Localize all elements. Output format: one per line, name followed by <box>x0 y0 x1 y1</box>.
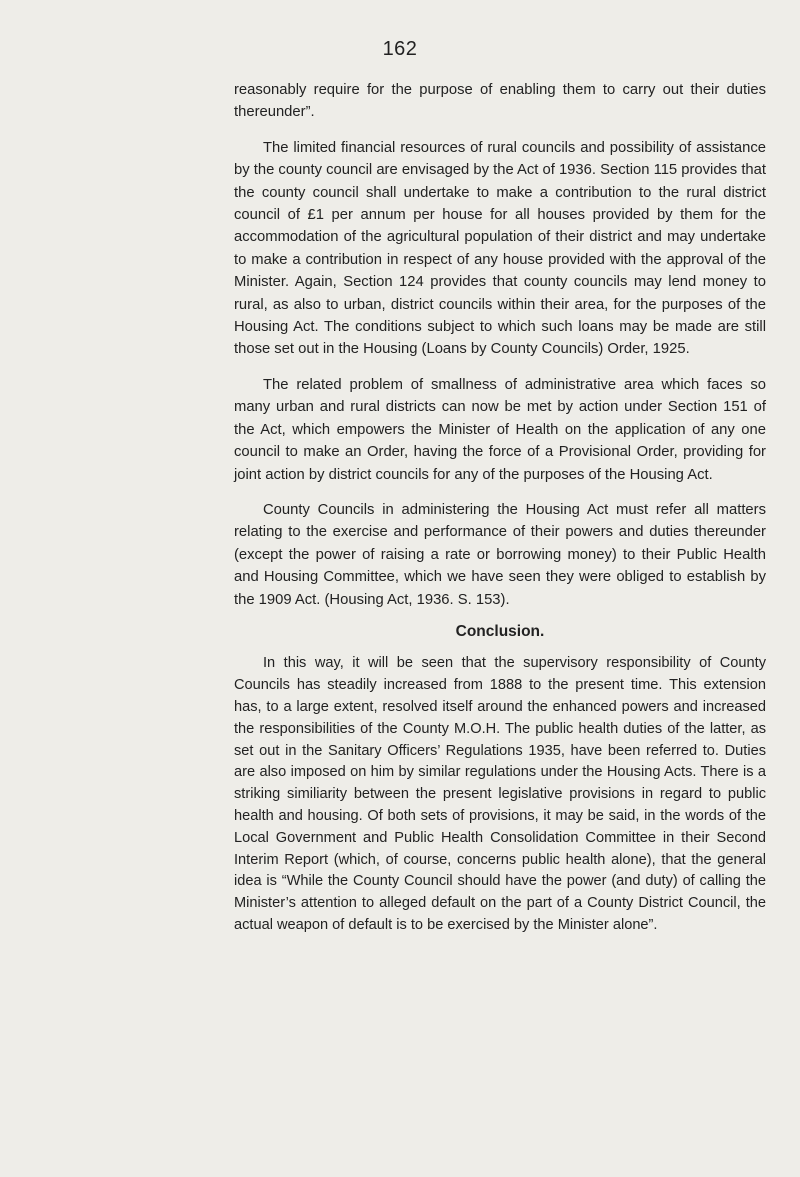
paragraph-rural-councils: The limited financial resources of rural councils and possibility of assistance by the county council are envisaged by the Act of 1936. Section 115 provides that the county council shall undertake to make a contribution to the rural district council of £1 per annum per house for all houses provided by them for the accommodation of the agricultural population of their district and may undertake to make a contribution in respect of any house provided with the approval of the Minister. Again, Section 124 provides that county councils may lend money to rural, as also to urban, district councils within their area, for the purposes of the Housing Act. The conditions subject to which such loans may be made are still those set out in the Housing (Loans by County Councils) Order, 1925. <box>234 139 766 358</box>
page-body <box>234 79 766 937</box>
section-heading: Conclusion. <box>455 622 545 640</box>
paragraph-conclusion: In this way, it will be seen that the supervisory responsibility of County Councils has steadily increased from 1888 to the present time. This extension has, to a large extent, resolved itself around the enhanced powers and increased the responsibilities of the County M.O.H. The public health duties of the latter, as set out in the Sanitary Officers’ Regulations 1935, have been referred to. Duties are also imposed on him by similar regulations under the Housing Acts. There is a striking similiarity between the present legislative provisions in regard to public health and housing. Of both sets of provisions, it may be said, in the words of the Local Government and Public Health Consolidation Committee in their Second Interim Report (which, of course, concerns public health alone), that the general idea is “While the County Council should have the power (and duty) of calling the Minister’s attention to alleged default on the part of a County District Council, the actual weapon of default is to be exercised by the Minister alone”. <box>234 655 766 933</box>
paragraph-administrative-area: The related problem of smallness of administrative area which faces so many urban and rural districts can now be met by action under Section 151 of the Act, which empowers the Minister of Health on the application of any one council to make an Order, having the force of a Provisional Order, providing for joint action by district councils for any of the purposes of the Housing Act. <box>234 376 766 483</box>
continuation-paragraph: reasonably require for the purpose of enabling them to carry out their duties thereunder”. <box>234 82 766 121</box>
page-number: 162 <box>382 38 418 60</box>
paragraph-county-councils: County Councils in administering the Housing Act must refer all matters relating to the exercise and performance of their powers and duties thereunder (except the power of raising a rate or borrowing money) to their Public Health and Housing Committee, which we have seen they were obliged to establish by the 1909 Act. (Housing Act, 1936. S. 153). <box>234 501 766 608</box>
